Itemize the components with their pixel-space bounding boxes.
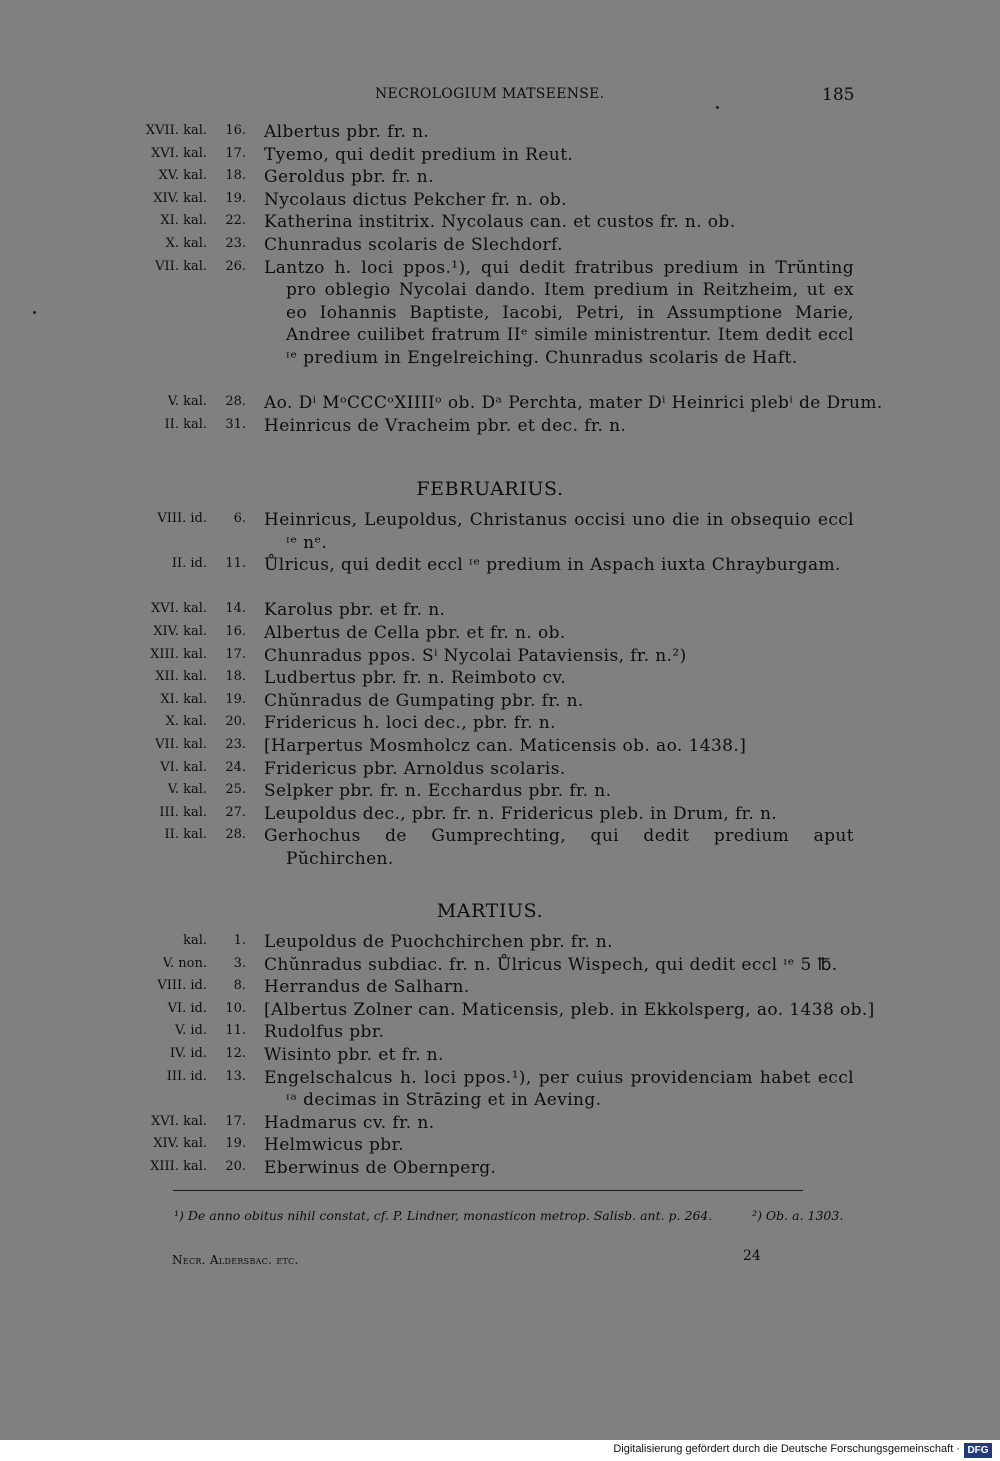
entry-calendar-day: II. kal. <box>164 416 207 432</box>
running-head-title: NECROLOGIUM MATSEENSE. <box>375 86 605 102</box>
entry-calendar-day: XVI. kal. <box>151 1113 207 1129</box>
entry-calendar-day: II. id. <box>171 556 207 572</box>
footnote-line <box>128 1206 858 1226</box>
entry-text: Hadmarus cv. fr. n. <box>264 1112 435 1133</box>
entry-date-number: 28. <box>225 394 246 410</box>
entry-text: Albertus pbr. fr. n. <box>264 122 430 142</box>
section-title-februarius: FEBRUARIUS. <box>416 478 564 500</box>
entry-calendar-day: VII. kal. <box>155 737 207 752</box>
entry-date-number: 26. <box>225 258 246 274</box>
entry-calendar-day: XII. kal. <box>155 669 207 685</box>
entry-calendar-day: XVI. kal. <box>151 145 207 161</box>
entry-date-number: 25. <box>225 782 246 798</box>
entry-date-number: 20. <box>225 1159 246 1174</box>
entry-text: Engelschalcus h. loci ppos.¹), per cuius providenciam habet eccl ᶦᵃ decimas in Strāzing et in Aeving. <box>264 1067 854 1111</box>
entry-text: Ludbertus pbr. fr. n. Reimboto cv. <box>264 668 567 689</box>
entry-text: Chunradus ppos. Sⁱ Nycolai Pataviensis, fr. n.²) <box>264 645 687 666</box>
entry-date-number: 16. <box>225 624 246 639</box>
entry-text: Heinricus de Vracheim pbr. et dec. fr. n. <box>264 415 627 436</box>
entry-calendar-day: VI. id. <box>167 1000 207 1016</box>
entry-text: Chŭnradus subdiac. fr. n. Ůlricus Wispech, qui dedit eccl ᶦᵉ 5 ℔. <box>264 954 838 975</box>
entry-text: Leupoldus de Puochchirchen pbr. fr. n. <box>264 932 613 952</box>
entry-date-number: 18. <box>225 168 246 184</box>
entry-date-number: 13. <box>225 1068 246 1084</box>
entry-date-number: 20. <box>225 714 246 730</box>
entry-date-number: 19. <box>225 190 246 206</box>
entry-calendar-day: III. kal. <box>159 804 207 820</box>
entry-text: Chŭnradus de Gumpating pbr. fr. n. <box>264 690 584 711</box>
entry-text: Leupoldus dec., pbr. fr. n. Fridericus pleb. in Drum, fr. n. <box>264 803 778 824</box>
entry-text: Ao. Dⁱ MᵒCCCᵒXIIIIᵒ ob. Dᵃ Perchta, mater Dⁱ Heinrici plebⁱ de Drum. <box>264 393 883 414</box>
entry-calendar-day: VI. kal. <box>160 759 207 775</box>
entry-date-number: 24. <box>225 759 246 775</box>
page-number: 185 <box>822 85 855 105</box>
entry-text: Geroldus pbr. fr. n. <box>264 167 434 188</box>
entry-text: [Harpertus Mosmholcz can. Maticensis ob. ao. 1438.] <box>264 736 747 756</box>
entry-calendar-day: VIII. id. <box>157 978 207 994</box>
entry-date-number: 10. <box>225 1000 246 1016</box>
scan-speck <box>33 311 36 314</box>
entry-calendar-day: XV. kal. <box>158 168 207 184</box>
footnote-rule <box>173 1190 803 1191</box>
entry-calendar-day: V. non. <box>162 955 207 971</box>
credit-bar <box>0 1440 1000 1461</box>
entry-calendar-day: VII. kal. <box>155 258 207 274</box>
entry-text: Herrandus de Salharn. <box>264 977 470 998</box>
entry-text: Selpker pbr. fr. n. Ecchardus pbr. fr. n. <box>264 781 612 802</box>
entry-date-number: 31. <box>225 416 246 432</box>
entry-calendar-day: X. kal. <box>165 236 207 251</box>
entry-calendar-day: XIII. kal. <box>150 1159 207 1174</box>
entry-date-number: 22. <box>225 213 246 229</box>
entry-text: Tyemo, qui dedit predium in Reut. <box>264 144 574 165</box>
entry-text: Fridericus h. loci dec., pbr. fr. n. <box>264 713 556 734</box>
entry-calendar-day: XIV. kal. <box>153 190 207 206</box>
entry-text: Ůlricus, qui dedit eccl ᶦᵉ predium in Aspach iuxta Chrayburgam. <box>264 555 841 576</box>
entry-text: Fridericus pbr. Arnoldus scolaris. <box>264 758 566 779</box>
entry-date-number: 12. <box>225 1046 246 1061</box>
section-title-martius: MARTIUS. <box>436 900 544 922</box>
entry-date-number: 28. <box>225 827 246 843</box>
entry-date-number: 18. <box>225 669 246 685</box>
entry-calendar-day: kal. <box>183 933 207 948</box>
entry-date-number: 17. <box>225 1113 246 1129</box>
scan-speck <box>716 106 719 109</box>
entry-text: Heinricus, Leupoldus, Christanus occisi uno die in obsequio eccl ᶦᵉ nᵉ. <box>264 510 854 553</box>
entry-date-number: 11. <box>225 1023 246 1039</box>
entry-calendar-day: XIII. kal. <box>150 646 207 662</box>
entry-calendar-day: IV. id. <box>169 1046 207 1061</box>
entry-calendar-day: V. kal. <box>167 394 207 410</box>
printer-signature: Necr. Aldersbac. etc. <box>172 1253 299 1267</box>
entry-date-number: 1. <box>233 933 246 948</box>
entry-date-number: 3. <box>233 955 246 971</box>
entry-text: Helmwicus pbr. <box>264 1135 405 1156</box>
entry-date-number: 16. <box>225 123 246 138</box>
entry-calendar-day: II. kal. <box>164 827 207 843</box>
entry-text: [Albertus Zolner can. Maticensis, pleb. in Ekkolsperg, ao. 1438 ob.] <box>264 999 875 1020</box>
credit-text: Digitalisierung gefördert durch die Deutsche Forschungsgemeinschaft · <box>613 1443 960 1455</box>
entry-calendar-day: XVII. kal. <box>145 123 207 138</box>
entry-date-number: 17. <box>225 646 246 662</box>
entry-date-number: 23. <box>225 236 246 251</box>
entry-calendar-day: X. kal. <box>165 714 207 730</box>
entry-calendar-day: XVI. kal. <box>151 601 207 617</box>
entry-date-number: 19. <box>225 1136 246 1152</box>
entry-text: Eberwinus de Obernperg. <box>264 1158 497 1178</box>
entry-calendar-day: XI. kal. <box>160 213 207 229</box>
entry-calendar-day: XI. kal. <box>160 691 207 707</box>
entry-calendar-day: V. id. <box>175 1023 207 1039</box>
entry-text: Wisinto pbr. et fr. n. <box>264 1045 444 1065</box>
entry-calendar-day: XIV. kal. <box>153 624 207 639</box>
entry-calendar-day: V. kal. <box>167 782 207 798</box>
entry-text: Rudolfus pbr. <box>264 1022 385 1043</box>
entry-date-number: 23. <box>225 737 246 752</box>
entry-text: Albertus de Cella pbr. et fr. n. ob. <box>264 623 566 643</box>
entry-text: Gerhochus de Gumprechting, qui dedit predium aput Pŭchirchen. <box>264 826 854 869</box>
entry-text: Lantzo h. loci ppos.¹), qui dedit fratribus predium in Trŭnting pro oblegio Nycolai dando. Item predium in Reitzheim, ut ex eo Iohannis Baptiste, Iacobi, Petri, in Assumptione Marie, Andree cuilibet fratrum IIᵉ simile ministrentur. Item dedit eccl ᶦᵉ predium in Engelreiching. Chunradus scolaris de Haft. <box>264 257 854 368</box>
entry-text: Karolus pbr. et fr. n. <box>264 600 446 621</box>
footnote-1: ¹) De anno obitus nihil constat, cf. P. Lindner, monasticon metrop. Salisb. ant. p. 264. <box>174 1208 713 1223</box>
entry-date-number: 17. <box>225 145 246 161</box>
entry-text: Nycolaus dictus Pekcher fr. n. ob. <box>264 189 567 210</box>
dfg-logo-icon: DFG <box>964 1443 992 1458</box>
entry-date-number: 27. <box>225 804 246 820</box>
entry-calendar-day: XIV. kal. <box>153 1136 207 1152</box>
entry-text: Chunradus scolaris de Slechdorf. <box>264 235 563 255</box>
footnotes <box>128 1206 858 1226</box>
entry-date-number: 8. <box>233 978 246 994</box>
entry-calendar-day: VIII. id. <box>157 511 207 526</box>
entry-date-number: 14. <box>225 601 246 617</box>
entry-date-number: 11. <box>225 556 246 572</box>
footnote-2: ²) Ob. a. 1303. <box>752 1208 844 1223</box>
running-head <box>0 86 1000 108</box>
entry-calendar-day: III. id. <box>166 1068 207 1084</box>
signature-number: 24 <box>743 1248 761 1264</box>
entry-text: Katherina institrix. Nycolaus can. et custos fr. n. ob. <box>264 212 736 233</box>
entry-date-number: 19. <box>225 691 246 707</box>
entry-date-number: 6. <box>233 511 246 526</box>
